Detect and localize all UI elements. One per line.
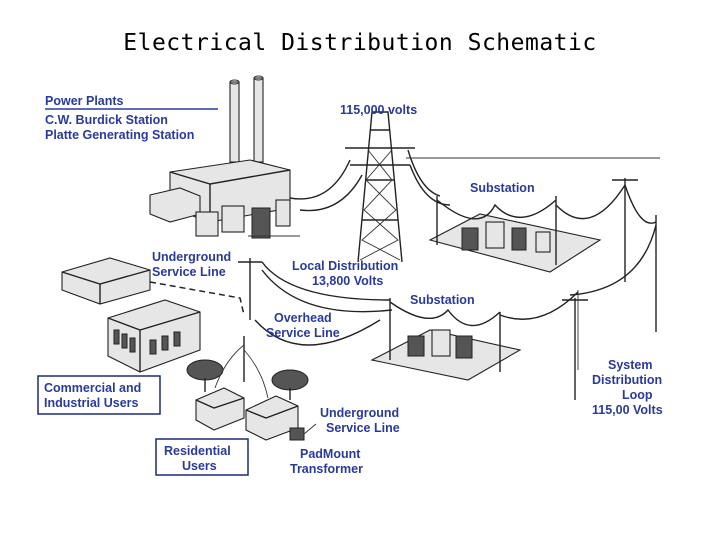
label-cw-burdick: C.W. Burdick Station bbox=[45, 113, 168, 127]
label-115000-volts: 115,000 volts bbox=[340, 103, 418, 117]
page-title: Electrical Distribution Schematic bbox=[123, 30, 597, 56]
label-padmount: PadMount bbox=[300, 447, 361, 461]
label-underground-service-1a: Underground bbox=[152, 250, 232, 264]
power-plant-illustration bbox=[150, 76, 300, 238]
commercial-building-illustration bbox=[108, 300, 200, 372]
label-overhead-service-line: Service Line bbox=[266, 326, 340, 340]
padmount-transformer-box bbox=[290, 428, 304, 440]
label-system: System bbox=[608, 358, 653, 372]
label-platte: Platte Generating Station bbox=[45, 128, 195, 142]
transmission-tower-illustration bbox=[345, 112, 415, 262]
label-overhead: Overhead bbox=[274, 311, 332, 325]
label-power-plants: Power Plants bbox=[45, 94, 124, 108]
label-substation-mid: Substation bbox=[410, 293, 475, 307]
substation-mid-illustration bbox=[372, 298, 520, 380]
label-distribution: Distribution bbox=[592, 373, 663, 387]
label-loop: Loop bbox=[622, 388, 653, 402]
label-commercial: Commercial and bbox=[44, 381, 142, 395]
label-residential: Residential bbox=[164, 444, 231, 458]
residential-houses-illustration bbox=[187, 336, 316, 440]
label-115-00-volts: 115,00 Volts bbox=[592, 403, 663, 417]
label-substation-top: Substation bbox=[470, 181, 535, 195]
warehouse-illustration bbox=[62, 258, 150, 304]
label-transformer: Transformer bbox=[290, 462, 363, 476]
label-industrial-users: Industrial Users bbox=[44, 396, 139, 410]
label-users: Users bbox=[182, 459, 217, 473]
label-underground-service-1b: Service Line bbox=[152, 265, 226, 279]
label-local-distribution: Local Distribution bbox=[292, 259, 399, 273]
label-underground-service-2b: Service Line bbox=[326, 421, 400, 435]
substation-top-illustration bbox=[430, 196, 600, 272]
label-underground-service-2a: Underground bbox=[320, 406, 400, 420]
label-13800-volts: 13,800 Volts bbox=[312, 274, 384, 288]
